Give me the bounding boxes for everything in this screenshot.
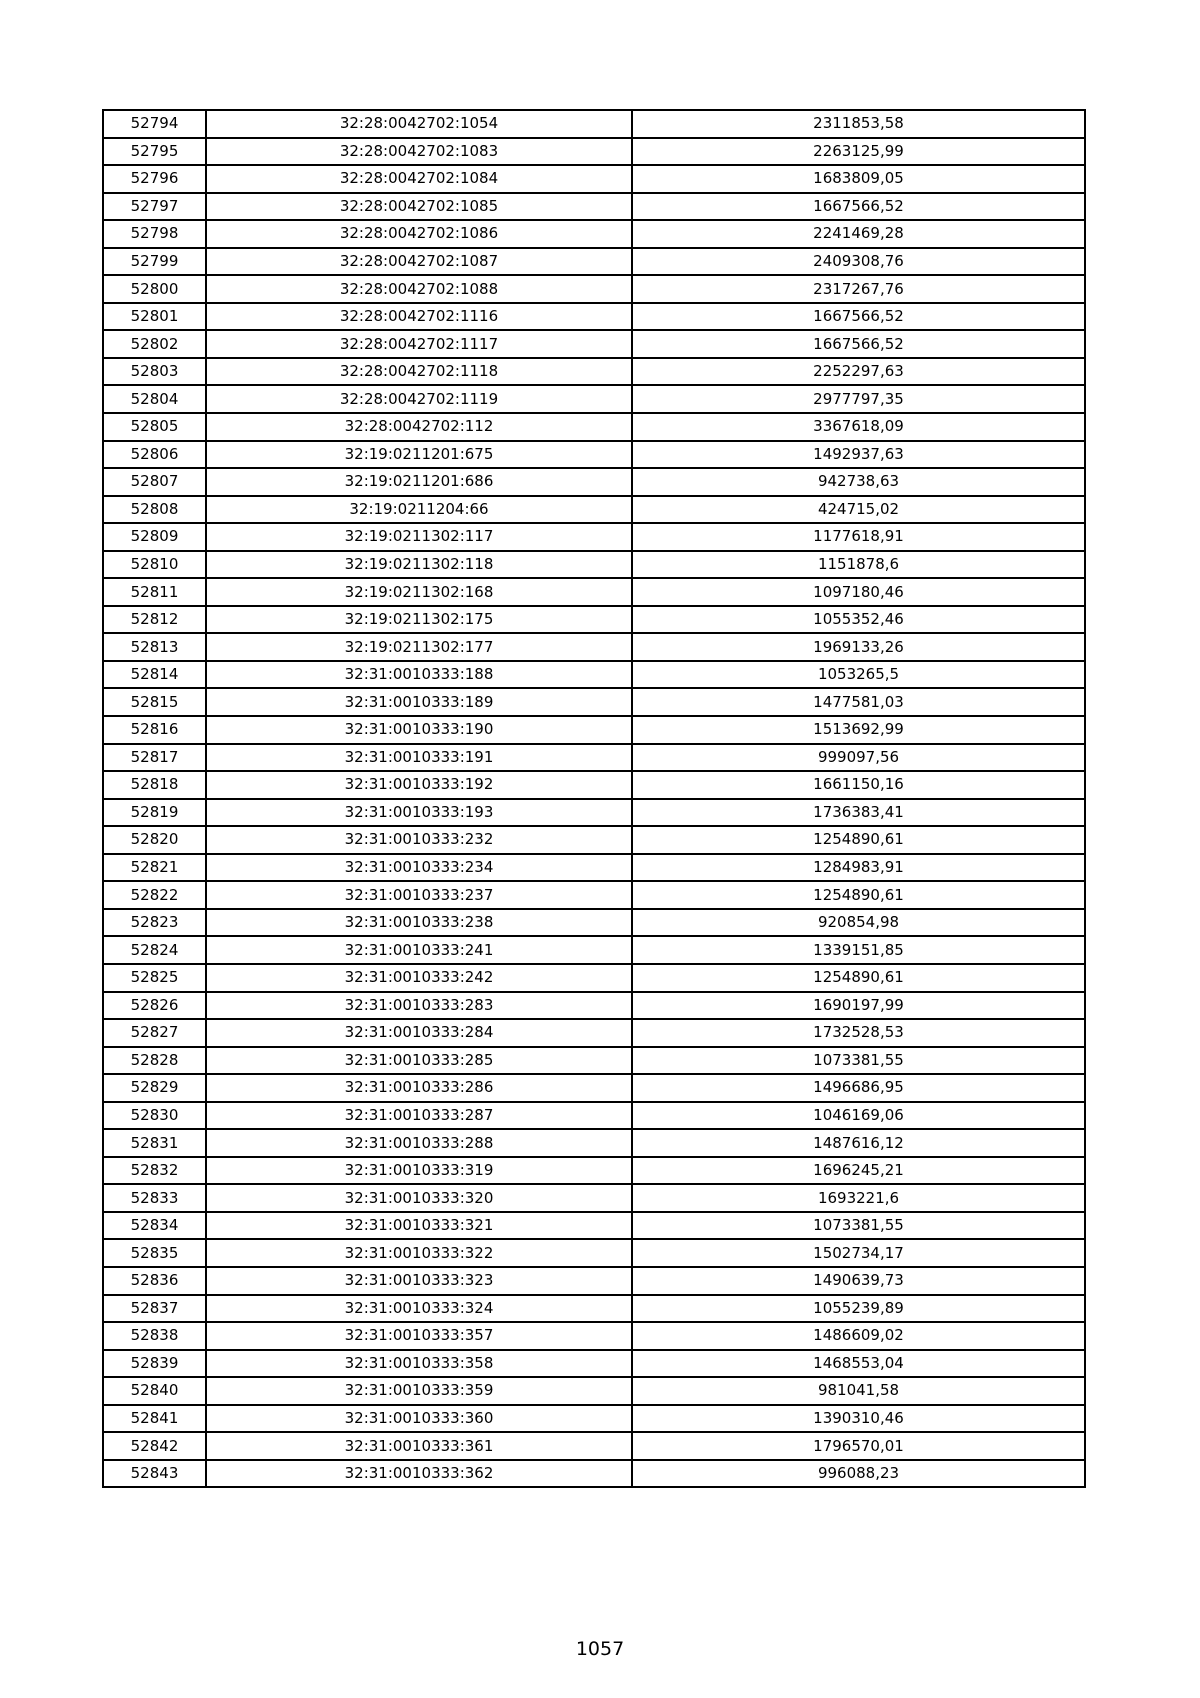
value-cell: 3367618,09 (632, 413, 1085, 441)
row-number-cell: 52826 (103, 992, 206, 1020)
cadastral-number-cell: 32:31:0010333:192 (206, 771, 632, 799)
value-cell: 1254890,61 (632, 826, 1085, 854)
value-cell: 424715,02 (632, 496, 1085, 524)
cadastral-number-cell: 32:31:0010333:288 (206, 1129, 632, 1157)
value-cell: 1073381,55 (632, 1047, 1085, 1075)
data-table (102, 109, 1086, 1488)
row-number-cell: 52801 (103, 303, 206, 331)
cadastral-number-cell: 32:28:0042702:1116 (206, 303, 632, 331)
cadastral-number-cell: 32:28:0042702:1117 (206, 330, 632, 358)
table-row (103, 716, 1085, 744)
cadastral-number-cell: 32:31:0010333:237 (206, 881, 632, 909)
value-cell: 1693221,6 (632, 1184, 1085, 1212)
cadastral-number-cell: 32:28:0042702:1083 (206, 138, 632, 166)
cadastral-number-cell: 32:28:0042702:1085 (206, 193, 632, 221)
table-row (103, 551, 1085, 579)
value-cell: 1486609,02 (632, 1322, 1085, 1350)
cadastral-number-cell: 32:28:0042702:1087 (206, 248, 632, 276)
table-row (103, 881, 1085, 909)
table-row (103, 1212, 1085, 1240)
table-row (103, 138, 1085, 166)
value-cell: 1177618,91 (632, 523, 1085, 551)
cadastral-number-cell: 32:31:0010333:241 (206, 936, 632, 964)
row-number-cell: 52839 (103, 1350, 206, 1378)
row-number-cell: 52813 (103, 633, 206, 661)
table-row (103, 358, 1085, 386)
table-row (103, 1184, 1085, 1212)
value-cell: 2317267,76 (632, 275, 1085, 303)
table-row (103, 330, 1085, 358)
page-number: 1057 (575, 1638, 625, 1660)
row-number-cell: 52799 (103, 248, 206, 276)
table-row (103, 496, 1085, 524)
cadastral-number-cell: 32:31:0010333:358 (206, 1350, 632, 1378)
value-cell: 2311853,58 (632, 110, 1085, 138)
table-row (103, 854, 1085, 882)
cadastral-number-cell: 32:28:0042702:1118 (206, 358, 632, 386)
value-cell: 1690197,99 (632, 992, 1085, 1020)
row-number-cell: 52807 (103, 468, 206, 496)
table-row (103, 1460, 1085, 1488)
cadastral-number-cell: 32:28:0042702:1119 (206, 385, 632, 413)
value-cell: 2263125,99 (632, 138, 1085, 166)
row-number-cell: 52832 (103, 1157, 206, 1185)
row-number-cell: 52802 (103, 330, 206, 358)
table-row (103, 1322, 1085, 1350)
table-row (103, 633, 1085, 661)
cadastral-number-cell: 32:19:0211302:118 (206, 551, 632, 579)
table-row (103, 992, 1085, 1020)
row-number-cell: 52817 (103, 744, 206, 772)
cadastral-number-cell: 32:31:0010333:283 (206, 992, 632, 1020)
value-cell: 2977797,35 (632, 385, 1085, 413)
cadastral-number-cell: 32:19:0211201:675 (206, 441, 632, 469)
row-number-cell: 52831 (103, 1129, 206, 1157)
row-number-cell: 52827 (103, 1019, 206, 1047)
table-row (103, 193, 1085, 221)
cadastral-number-cell: 32:28:0042702:1084 (206, 165, 632, 193)
value-cell: 2409308,76 (632, 248, 1085, 276)
table-row (103, 110, 1085, 138)
table-row (103, 799, 1085, 827)
value-cell: 1053265,5 (632, 661, 1085, 689)
cadastral-number-cell: 32:19:0211302:168 (206, 578, 632, 606)
table-row (103, 248, 1085, 276)
cadastral-number-cell: 32:31:0010333:322 (206, 1239, 632, 1267)
row-number-cell: 52818 (103, 771, 206, 799)
value-cell: 999097,56 (632, 744, 1085, 772)
row-number-cell: 52836 (103, 1267, 206, 1295)
value-cell: 1097180,46 (632, 578, 1085, 606)
cadastral-number-cell: 32:31:0010333:361 (206, 1432, 632, 1460)
table-row (103, 688, 1085, 716)
table-body (103, 110, 1085, 1487)
value-cell: 942738,63 (632, 468, 1085, 496)
cadastral-number-cell: 32:31:0010333:284 (206, 1019, 632, 1047)
table-row (103, 1405, 1085, 1433)
table-row (103, 1074, 1085, 1102)
cadastral-number-cell: 32:31:0010333:285 (206, 1047, 632, 1075)
row-number-cell: 52819 (103, 799, 206, 827)
value-cell: 1254890,61 (632, 881, 1085, 909)
value-cell: 1696245,21 (632, 1157, 1085, 1185)
row-number-cell: 52843 (103, 1460, 206, 1488)
value-cell: 1284983,91 (632, 854, 1085, 882)
cadastral-number-cell: 32:19:0211302:175 (206, 606, 632, 634)
row-number-cell: 52834 (103, 1212, 206, 1240)
table-row (103, 1377, 1085, 1405)
table-row (103, 1267, 1085, 1295)
cadastral-number-cell: 32:28:0042702:1088 (206, 275, 632, 303)
value-cell: 1487616,12 (632, 1129, 1085, 1157)
row-number-cell: 52838 (103, 1322, 206, 1350)
table-row (103, 826, 1085, 854)
cadastral-number-cell: 32:31:0010333:189 (206, 688, 632, 716)
cadastral-number-cell: 32:31:0010333:357 (206, 1322, 632, 1350)
row-number-cell: 52820 (103, 826, 206, 854)
row-number-cell: 52805 (103, 413, 206, 441)
row-number-cell: 52815 (103, 688, 206, 716)
value-cell: 2241469,28 (632, 220, 1085, 248)
value-cell: 981041,58 (632, 1377, 1085, 1405)
row-number-cell: 52829 (103, 1074, 206, 1102)
value-cell: 1683809,05 (632, 165, 1085, 193)
row-number-cell: 52798 (103, 220, 206, 248)
table-row (103, 578, 1085, 606)
table-row (103, 606, 1085, 634)
table-row (103, 1047, 1085, 1075)
row-number-cell: 52833 (103, 1184, 206, 1212)
value-cell: 1046169,06 (632, 1102, 1085, 1130)
table-row (103, 1019, 1085, 1047)
cadastral-number-cell: 32:31:0010333:362 (206, 1460, 632, 1488)
cadastral-number-cell: 32:31:0010333:242 (206, 964, 632, 992)
row-number-cell: 52840 (103, 1377, 206, 1405)
table-row (103, 936, 1085, 964)
row-number-cell: 52835 (103, 1239, 206, 1267)
cadastral-number-cell: 32:31:0010333:232 (206, 826, 632, 854)
table-row (103, 909, 1085, 937)
cadastral-number-cell: 32:31:0010333:193 (206, 799, 632, 827)
value-cell: 1667566,52 (632, 193, 1085, 221)
row-number-cell: 52841 (103, 1405, 206, 1433)
table-row (103, 661, 1085, 689)
cadastral-number-cell: 32:31:0010333:286 (206, 1074, 632, 1102)
value-cell: 1390310,46 (632, 1405, 1085, 1433)
cadastral-number-cell: 32:31:0010333:360 (206, 1405, 632, 1433)
value-cell: 1151878,6 (632, 551, 1085, 579)
table-row (103, 303, 1085, 331)
value-cell: 1667566,52 (632, 330, 1085, 358)
cadastral-number-cell: 32:31:0010333:324 (206, 1295, 632, 1323)
table-row (103, 1432, 1085, 1460)
row-number-cell: 52821 (103, 854, 206, 882)
cadastral-number-cell: 32:31:0010333:190 (206, 716, 632, 744)
cadastral-number-cell: 32:31:0010333:319 (206, 1157, 632, 1185)
row-number-cell: 52828 (103, 1047, 206, 1075)
cadastral-number-cell: 32:31:0010333:323 (206, 1267, 632, 1295)
value-cell: 1254890,61 (632, 964, 1085, 992)
value-cell: 920854,98 (632, 909, 1085, 937)
row-number-cell: 52824 (103, 936, 206, 964)
table-row (103, 1129, 1085, 1157)
row-number-cell: 52810 (103, 551, 206, 579)
row-number-cell: 52797 (103, 193, 206, 221)
table-row (103, 1157, 1085, 1185)
row-number-cell: 52830 (103, 1102, 206, 1130)
row-number-cell: 52794 (103, 110, 206, 138)
cadastral-number-cell: 32:19:0211201:686 (206, 468, 632, 496)
table-row (103, 275, 1085, 303)
value-cell: 1661150,16 (632, 771, 1085, 799)
cadastral-number-cell: 32:19:0211204:66 (206, 496, 632, 524)
cadastral-number-cell: 32:19:0211302:117 (206, 523, 632, 551)
table-row (103, 964, 1085, 992)
table-row (103, 744, 1085, 772)
table-row (103, 220, 1085, 248)
cadastral-number-cell: 32:19:0211302:177 (206, 633, 632, 661)
value-cell: 1502734,17 (632, 1239, 1085, 1267)
cadastral-number-cell: 32:31:0010333:238 (206, 909, 632, 937)
cadastral-number-cell: 32:28:0042702:1086 (206, 220, 632, 248)
cadastral-number-cell: 32:31:0010333:191 (206, 744, 632, 772)
row-number-cell: 52842 (103, 1432, 206, 1460)
table-row (103, 468, 1085, 496)
row-number-cell: 52814 (103, 661, 206, 689)
value-cell: 1736383,41 (632, 799, 1085, 827)
value-cell: 1969133,26 (632, 633, 1085, 661)
cadastral-number-cell: 32:31:0010333:320 (206, 1184, 632, 1212)
table-row (103, 165, 1085, 193)
value-cell: 1055239,89 (632, 1295, 1085, 1323)
row-number-cell: 52806 (103, 441, 206, 469)
cadastral-number-cell: 32:31:0010333:359 (206, 1377, 632, 1405)
row-number-cell: 52811 (103, 578, 206, 606)
value-cell: 1492937,63 (632, 441, 1085, 469)
table-row (103, 385, 1085, 413)
value-cell: 1468553,04 (632, 1350, 1085, 1378)
value-cell: 1496686,95 (632, 1074, 1085, 1102)
row-number-cell: 52825 (103, 964, 206, 992)
row-number-cell: 52823 (103, 909, 206, 937)
row-number-cell: 52816 (103, 716, 206, 744)
value-cell: 1339151,85 (632, 936, 1085, 964)
value-cell: 1796570,01 (632, 1432, 1085, 1460)
row-number-cell: 52837 (103, 1295, 206, 1323)
value-cell: 1667566,52 (632, 303, 1085, 331)
value-cell: 1490639,73 (632, 1267, 1085, 1295)
cadastral-number-cell: 32:28:0042702:112 (206, 413, 632, 441)
value-cell: 1073381,55 (632, 1212, 1085, 1240)
row-number-cell: 52803 (103, 358, 206, 386)
table-row (103, 523, 1085, 551)
value-cell: 1055352,46 (632, 606, 1085, 634)
table-row (103, 1239, 1085, 1267)
row-number-cell: 52808 (103, 496, 206, 524)
value-cell: 1732528,53 (632, 1019, 1085, 1047)
value-cell: 996088,23 (632, 1460, 1085, 1488)
table-row (103, 1350, 1085, 1378)
table-row (103, 1102, 1085, 1130)
value-cell: 1477581,03 (632, 688, 1085, 716)
cadastral-number-cell: 32:28:0042702:1054 (206, 110, 632, 138)
cadastral-number-cell: 32:31:0010333:188 (206, 661, 632, 689)
value-cell: 2252297,63 (632, 358, 1085, 386)
cadastral-number-cell: 32:31:0010333:234 (206, 854, 632, 882)
row-number-cell: 52800 (103, 275, 206, 303)
cadastral-number-cell: 32:31:0010333:321 (206, 1212, 632, 1240)
table-row (103, 1295, 1085, 1323)
row-number-cell: 52796 (103, 165, 206, 193)
row-number-cell: 52809 (103, 523, 206, 551)
cadastral-number-cell: 32:31:0010333:287 (206, 1102, 632, 1130)
table-row (103, 441, 1085, 469)
value-cell: 1513692,99 (632, 716, 1085, 744)
table-row (103, 413, 1085, 441)
row-number-cell: 52822 (103, 881, 206, 909)
row-number-cell: 52795 (103, 138, 206, 166)
row-number-cell: 52804 (103, 385, 206, 413)
row-number-cell: 52812 (103, 606, 206, 634)
table-row (103, 771, 1085, 799)
